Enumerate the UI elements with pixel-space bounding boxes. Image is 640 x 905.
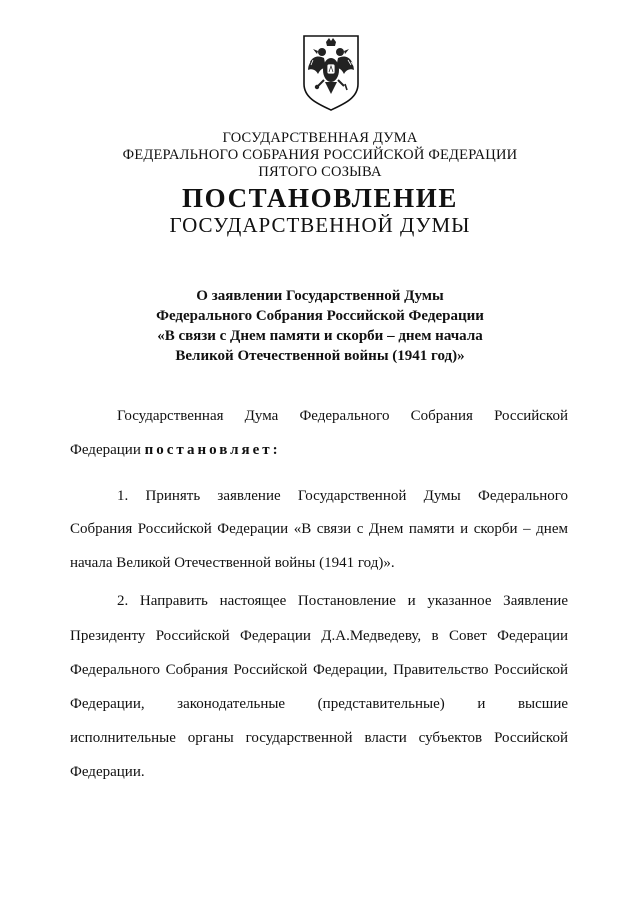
clause-2-line: 2. Направить настоящее Постановление и указанное Заявление	[117, 593, 568, 609]
intro-line: Государственная Дума Федерального Собрания Российской	[117, 408, 568, 424]
header-line-convocation: ПЯТОГО СОЗЫВА	[258, 164, 382, 180]
subject-line: Федерального Собрания Российской Федерации	[156, 308, 484, 324]
clause-1-line: начала Великой Отечественной войны (1941 год)».	[70, 555, 395, 571]
document-title: ПОСТАНОВЛЕНИЕ	[182, 183, 458, 213]
subject-block	[0, 286, 640, 366]
document-subtitle: ГОСУДАРСТВЕННОЙ ДУМЫ	[169, 213, 471, 237]
clause-2-line: исполнительные органы государственной власти субъектов Российской	[70, 730, 568, 746]
clause-1-line: 1. Принять заявление Государственной Думы Федерального	[117, 488, 568, 504]
resolution-verb: постановляет:	[144, 442, 281, 458]
coat-of-arms-icon	[300, 32, 362, 112]
header-line-duma: ГОСУДАРСТВЕННАЯ ДУМА	[222, 130, 418, 146]
subject-line: «В связи с Днем памяти и скорби – днем начала	[157, 328, 483, 344]
subject-line: Великой Отечественной войны (1941 год)»	[175, 348, 465, 364]
subject-line: О заявлении Государственной Думы	[196, 288, 444, 304]
intro-prefix: Федерации	[70, 442, 145, 458]
clause-2-line: Президенту Российской Федерации Д.А.Медведеву, в Совет Федерации	[70, 628, 568, 644]
intro-line	[70, 440, 568, 460]
clause-2-line: Федерации.	[70, 764, 145, 780]
header-line-assembly: ФЕДЕРАЛЬНОГО СОБРАНИЯ РОССИЙСКОЙ ФЕДЕРАЦИИ	[122, 147, 518, 163]
clause-2-line: Федерального Собрания Российской Федерации, Правительство Российской	[70, 662, 568, 678]
clause-2-line: Федерации, законодательные (представительные) и высшие	[70, 696, 568, 712]
clause-1-line: Собрания Российской Федерации «В связи с Днем памяти и скорби – днем	[70, 521, 568, 537]
